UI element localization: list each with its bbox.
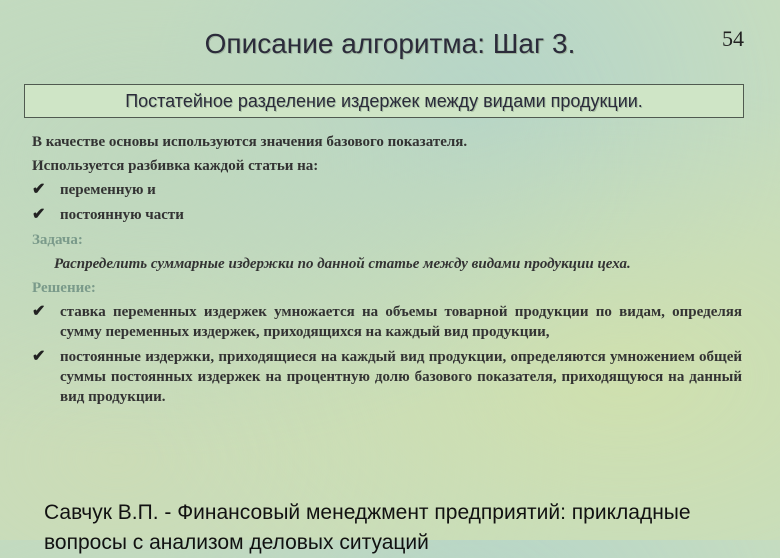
paragraph-split: Используется разбивка каждой статьи на: (32, 158, 319, 174)
bullet-text: постоянные издержки, приходящиеся на каждый вид продукции, определяются умножением общей суммы постоянных издержек на процентную долю базового показателя, приходящуюся на данный вид продукции. (60, 349, 742, 405)
solution-heading: Решение: (32, 280, 96, 296)
paragraph-basis: В качестве основы используются значения базового показателя. (32, 134, 468, 150)
footer-citation: Савчук В.П. - Финансовый менеджмент предприятий: прикладные вопросы с анализом деловых ситуаций (44, 501, 691, 554)
bullet-item (32, 347, 742, 407)
subtitle-box (24, 84, 744, 118)
bullet-item (32, 302, 742, 342)
bullet-item (32, 205, 742, 225)
bullet-text: ставка переменных издержек умножается на объемы товарной продукции по видам, определяя сумму переменных издержек, приходящихся на каждый вид продукции, (60, 304, 742, 340)
slide-title: Описание алгоритма: Шаг 3. (204, 28, 576, 59)
bullet-text: постоянную части (60, 207, 184, 223)
checkmark-icon: ✔ (32, 348, 46, 365)
checkmark-icon: ✔ (32, 303, 46, 320)
subtitle-text: Постатейное разделение издержек между видами продукции. (125, 90, 643, 111)
task-heading: Задача: (32, 232, 83, 248)
checkmark-icon: ✔ (32, 181, 46, 198)
bullet-item (32, 180, 742, 200)
slide-content (32, 132, 742, 412)
checkmark-icon: ✔ (32, 206, 46, 223)
page-number: 54 (722, 26, 744, 51)
bullet-text: переменную и (60, 182, 156, 198)
task-text: Распределить суммарные издержки по данной статье между видами продукции цеха. (54, 256, 631, 272)
